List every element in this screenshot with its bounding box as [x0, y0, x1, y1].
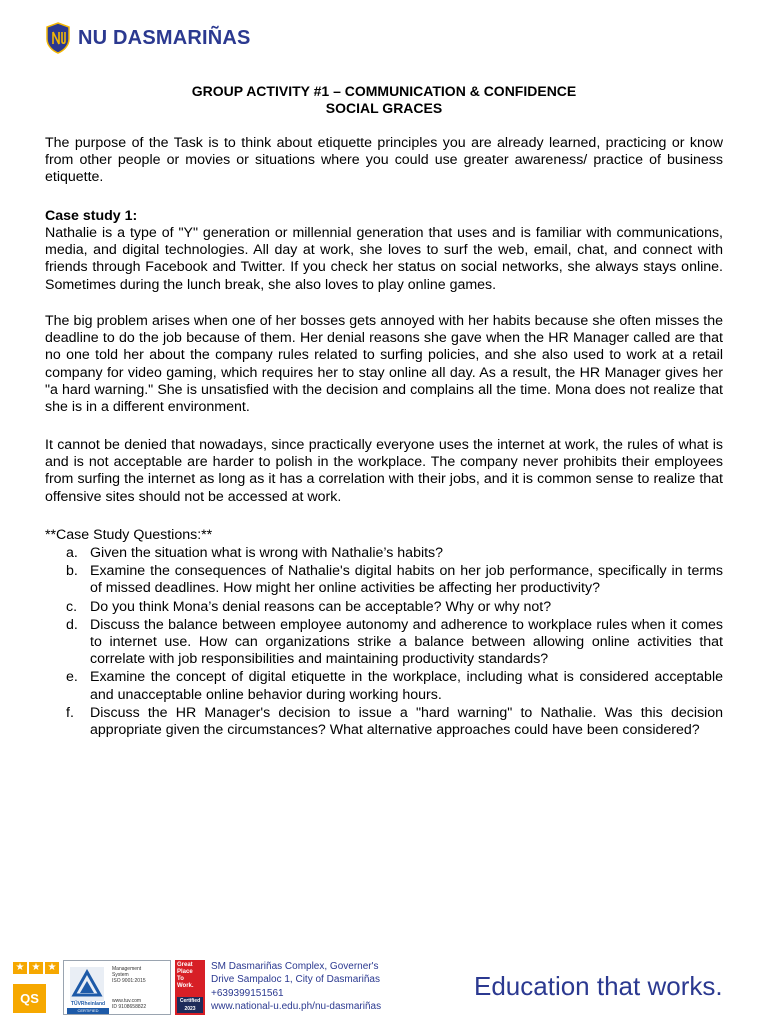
- nu-shield-icon: [45, 22, 71, 54]
- question-item: [66, 705, 723, 739]
- tuv-brand: TÜVRheinland: [70, 1001, 106, 1007]
- question-text: Do you think Mona’s denial reasons can be acceptable? Why or why not?: [90, 598, 552, 615]
- intro-paragraph: The purpose of the Task is to think about etiquette principles you are already learned, practicing or know from other people or movies or situations where you could use greater awareness/ practice of business etiquette.: [45, 135, 723, 186]
- case-paragraph-1: Nathalie is a type of "Y" generation or millennial generation that uses and is familiar with communications, media, and digital technologies. All day at work, she loves to surf the web, email, chat, and connect with friends through Facebook and Twitter. If you check her status on social networks, she always stays online. Sometimes during the lunch break, she also loves to play online games.: [45, 225, 723, 293]
- qs-stars: [13, 962, 59, 974]
- tuv-line: ID 9108658822: [112, 1004, 147, 1010]
- document-title: GROUP ACTIVITY #1 – COMMUNICATION & CONFIDENCE: [191, 83, 577, 99]
- gptw-line: Place: [177, 969, 193, 975]
- tuv-certified-label: CERTIFIED: [67, 1008, 109, 1014]
- question-letter: b.: [66, 563, 78, 580]
- question-letter: c.: [66, 598, 78, 615]
- tuv-triangle-icon: [70, 967, 104, 1001]
- question-item: [66, 599, 723, 616]
- question-letter: e.: [66, 669, 78, 686]
- slogan: Education that works.: [474, 971, 723, 1001]
- star-icon: ★: [45, 962, 59, 974]
- star-icon: ★: [29, 962, 43, 974]
- case-paragraph-2: The big problem arises when one of her bosses gets annoyed with her habits because she often misses the deadline to do the job because of them. Her denial reasons she gave when the HR Manager called are that no one told her about the company rules related to surfing policies, and she also used to work at a retail company for video gaming, which requires her to stay online all day. As a result, the HR Manager gives her "a hard warning." She is unsatisfied with the decision and complains all the time. Mona does not realize that she is in a different environment.: [45, 313, 723, 416]
- website-link[interactable]: www.national-u.edu.ph/nu-dasmariñas: [211, 1000, 382, 1012]
- phone-number: +639399151561: [211, 987, 284, 999]
- document-footer: [0, 955, 768, 1015]
- tuv-info: [112, 966, 170, 1010]
- gptw-line: Work.: [177, 983, 194, 989]
- gptw-line: To: [177, 976, 184, 982]
- brand-name: NU DASMARIÑAS: [78, 26, 251, 49]
- star-icon: ★: [13, 962, 27, 974]
- qs-logo: QS: [13, 984, 46, 1013]
- document-subtitle: SOCIAL GRACES: [325, 100, 443, 116]
- questions-list: [66, 545, 723, 740]
- questions-heading: **Case Study Questions:**: [45, 527, 213, 543]
- address-line: Drive Sampaloc 1, City of Dasmariñas: [211, 974, 380, 986]
- case-study-heading: Case study 1:: [45, 208, 138, 224]
- gptw-line: Certified: [179, 998, 201, 1004]
- question-item: [66, 563, 723, 597]
- address-line: SM Dasmariñas Complex, Governer's: [211, 961, 379, 972]
- document-header: [45, 22, 251, 54]
- gptw-certified: [177, 997, 203, 1013]
- tuv-certification-badge: [63, 960, 171, 1015]
- question-letter: a.: [66, 545, 78, 561]
- question-text: Discuss the balance between employee autonomy and adherence to workplace rules when it comes to internet use. How can organizations strike a balance between allowing online activities that correlate with job responsibilities and maintaining productivity standards?: [90, 616, 723, 668]
- question-text: Examine the concept of digital etiquette in the workplace, including what is considered acceptable and unacceptable online behavior during working hours.: [90, 669, 723, 703]
- question-item: [66, 617, 723, 669]
- tuv-line: ISO 9001:2015: [112, 978, 146, 984]
- campus-address: [211, 960, 381, 1013]
- gptw-line: Great: [177, 962, 193, 968]
- question-item: [66, 545, 723, 562]
- gptw-line: 2023: [184, 1006, 196, 1012]
- question-text: Examine the consequences of Nathalie's digital habits on her job performance, specifically in terms of missed deadlines. How might her online activities be affecting her productivity?: [90, 563, 723, 597]
- great-place-to-work-badge: [175, 960, 205, 1015]
- case-paragraph-3: It cannot be denied that nowadays, since practically everyone uses the internet at work, the rules of what is and is not acceptable are harder to polish in the workplace. The company never prohibits their employees from surfing the internet as long as it has a correlation with their jobs, and it is common sense to realize that offensive sites should not be accessed at work.: [45, 437, 723, 505]
- question-letter: f.: [66, 704, 74, 721]
- tuv-line: [112, 984, 170, 998]
- question-text: Given the situation what is wrong with Nathalie’s habits?: [90, 545, 444, 561]
- tuv-line: System: [112, 972, 129, 978]
- question-item: [66, 669, 723, 703]
- question-text: Discuss the HR Manager's decision to issue a "hard warning" to Nathalie. Was this decision appropriate given the circumstances? What alternative approaches could have been considered?: [90, 704, 723, 739]
- tuv-line: Management: [112, 966, 142, 972]
- tuv-line: www.tuv.com: [112, 998, 142, 1004]
- question-letter: d.: [66, 616, 78, 633]
